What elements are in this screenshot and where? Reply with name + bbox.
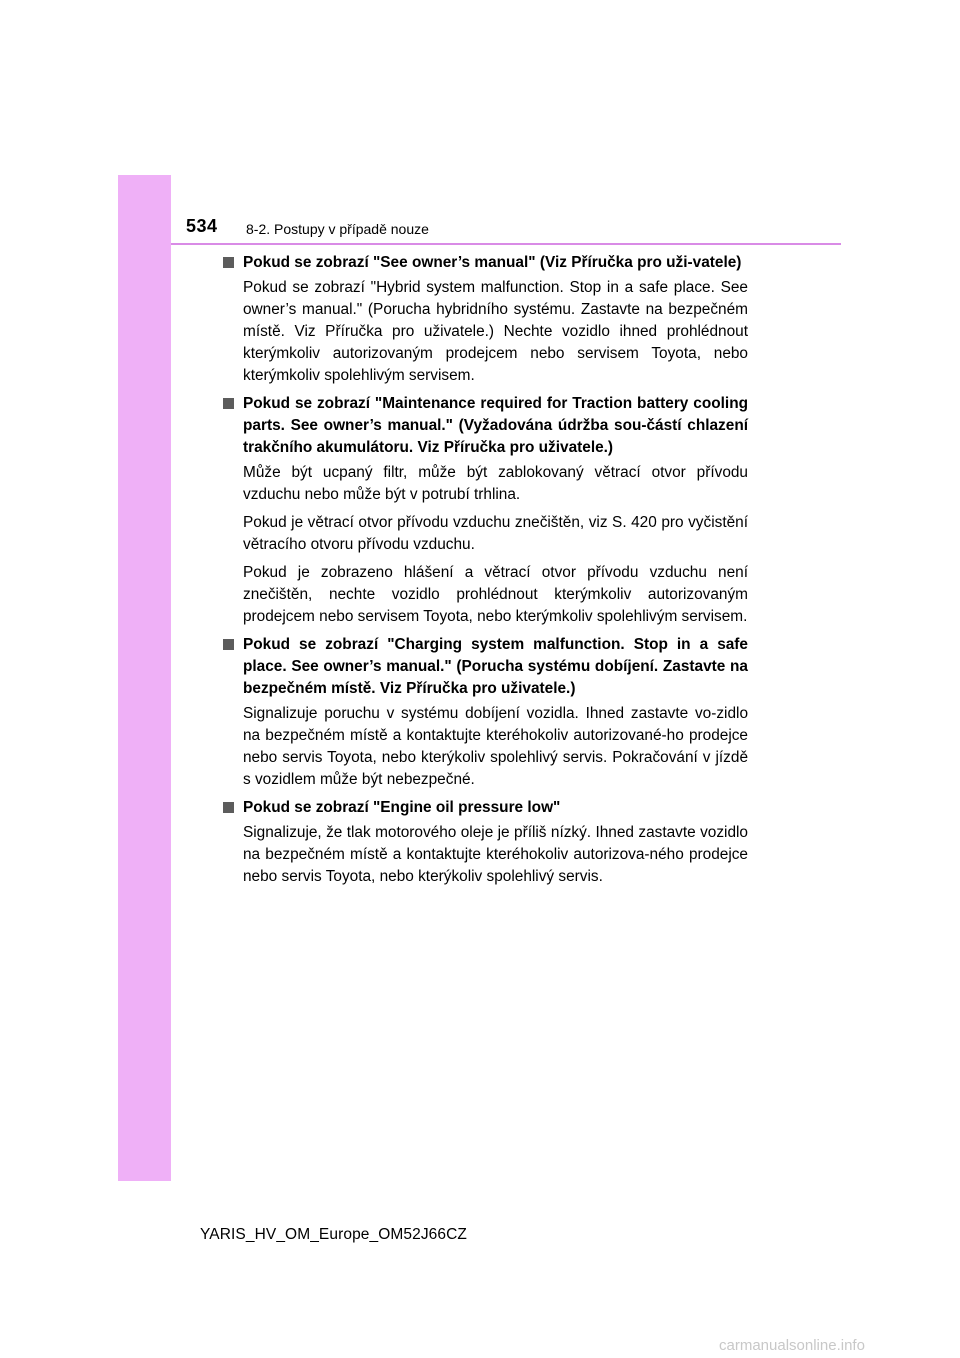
section-heading-text: Pokud se zobrazí "Charging system malfunction. Stop in a safe place. See owner’s manual." (Porucha systému dobíjení. Zastavte na bezpečném místě. Viz Příručka pro uživatele.) <box>243 636 748 697</box>
paragraph: Může být ucpaný filtr, může být zablokovaný větrací otvor přívodu vzduchu nebo může být v potrubí trhlina. <box>243 464 748 503</box>
paragraph: Signalizuje poruchu v systému dobíjení vozidla. Ihned zastavte vo-zidlo na bezpečném místě a kontaktujte kteréhokoliv autorizované-ho prodejce nebo servis Toyota, nebo kterýkoliv spolehlivý servis. Pokračování v jízdě s vozidlem může být nebezpečné. <box>243 705 748 788</box>
footer-doc-code: YARIS_HV_OM_Europe_OM52J66CZ <box>200 1226 467 1243</box>
page-content <box>222 252 748 894</box>
header-divider <box>171 243 841 245</box>
section-heading-text: Pokud se zobrazí "Maintenance required for Traction battery cooling parts. See owner’s manual." (Vyžadována údržba sou-částí chlazení trakčního akumulátoru. Viz Příručka pro uživatele.) <box>243 395 748 456</box>
section-heading-text: Pokud se zobrazí "See owner’s manual" (Viz Příručka pro uži-vatele) <box>243 254 742 271</box>
paragraph: Pokud se zobrazí "Hybrid system malfunction. Stop in a safe place. See owner’s manual." (Porucha hybridního systému. Zastavte na bezpečném místě. Viz Příručka pro uživatele.) Nechte vozidlo ihned prohlédnout kterýmkoliv autorizovaným prodejcem nebo servisem Toyota, nebo kterýmkoliv spolehlivým servisem. <box>243 279 748 384</box>
section-heading <box>222 634 748 700</box>
section-heading-text: Pokud se zobrazí "Engine oil pressure low" <box>243 799 561 816</box>
chapter-sidebar-tab <box>118 175 171 1181</box>
section-heading <box>222 797 748 819</box>
square-bullet-icon <box>223 257 234 268</box>
watermark: carmanualsonline.info <box>719 1337 865 1354</box>
page-number: 534 <box>186 216 218 236</box>
square-bullet-icon <box>223 639 234 650</box>
section-title: 8-2. Postupy v případě nouze <box>246 221 429 237</box>
paragraph: Signalizuje, že tlak motorového oleje je příliš nízký. Ihned zastavte vozidlo na bezpečném místě a kontaktujte kteréhokoliv autorizova-ného prodejce nebo servis Toyota, nebo kterýkoliv spolehlivý servis. <box>243 824 748 885</box>
square-bullet-icon <box>223 802 234 813</box>
section-heading <box>222 252 748 274</box>
section-heading <box>222 393 748 459</box>
paragraph: Pokud je větrací otvor přívodu vzduchu znečištěn, viz S. 420 pro vyčistění větracího otvoru přívodu vzduchu. <box>243 514 748 553</box>
paragraph: Pokud je zobrazeno hlášení a větrací otvor přívodu vzduchu není znečištěn, nechte vozidlo prohlédnout kterýmkoliv autorizovaným prodejcem nebo servisem Toyota, nebo kterýmkoliv spolehlivým servisem. <box>243 564 748 625</box>
square-bullet-icon <box>223 398 234 409</box>
